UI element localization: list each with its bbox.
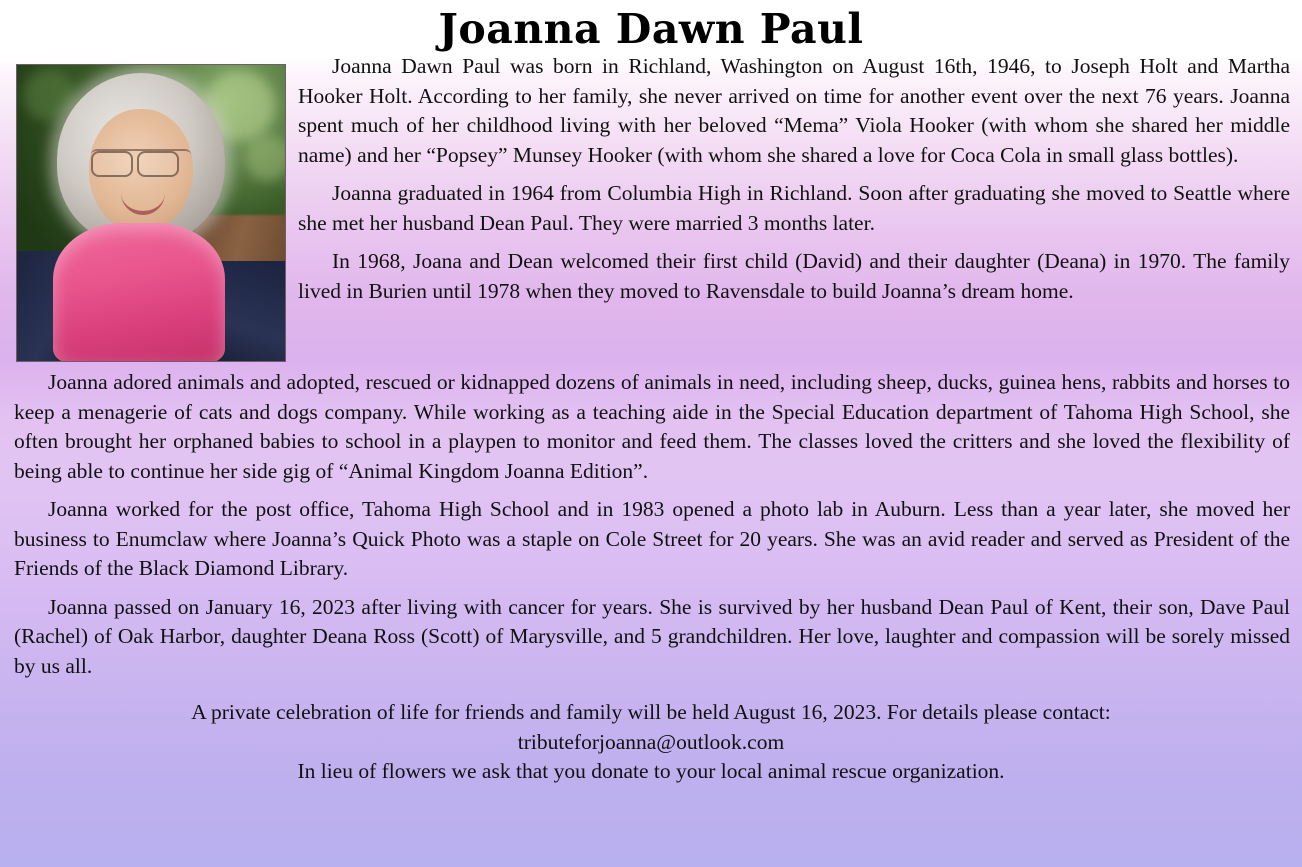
contact-email[interactable]: tributeforjoanna@outlook.com — [517, 729, 785, 754]
paragraph: In 1968, Joana and Dean welcomed their first child (David) and their daughter (Deana) in 1970. The family lived in Burien until 1978 when they moved to Ravensdale to build Joanna’s dream home. — [298, 249, 1290, 303]
paragraph: Joanna Dawn Paul was born in Richland, Washington on August 16th, 1946, to Joseph Holt and Martha Hooker Holt. According to her family, she never arrived on time for another event over the next 76 years. Joanna spent much of her childhood living with her beloved “Mema” Viola Hooker (with whom she shared her middle name) and her “Popsey” Munsey Hooker (with whom she shared a love for Coca Cola in small glass bottles). — [298, 54, 1290, 167]
paragraph: Joanna adored animals and adopted, rescued or kidnapped dozens of animals in need, including sheep, ducks, guinea hens, rabbits and horses to keep a menagerie of cats and dogs company. While working as a teaching aide in the Special Education department of Tahoma High School, she often brought her orphaned babies to school in a playpen to monitor and feed them. The classes loved the critters and she loved the flexibility of being able to continue her side gig of “Animal Kingdom Joanna Edition”. — [14, 370, 1290, 483]
paragraph: Joanna passed on January 16, 2023 after living with cancer for years. She is survived by her husband Dean Paul of Kent, their son, Dave Paul (Rachel) of Oak Harbor, daughter Deana Ross (Scott) of Marysville, and 5 grandchildren. Her love, laughter and compassion will be sorely missed by us all. — [14, 594, 1290, 678]
photo-glasses-lens — [91, 151, 133, 177]
closing-section — [0, 690, 1302, 787]
paragraph: Joanna graduated in 1964 from Columbia High in Richland. Soon after graduating she moved to Seattle where she met her husband Dean Paul. They were married 3 months later. — [298, 181, 1290, 235]
photo-bokeh-light — [23, 69, 75, 121]
obituary-body-bottom — [0, 368, 1302, 681]
intro-section — [0, 52, 1302, 368]
paragraph: Joanna worked for the post office, Tahoma High School and in 1983 opened a photo lab in Auburn. Less than a year later, she moved her business to Enumclaw where Joanna’s Quick Photo was a staple on Cole Street for 20 years. She was an avid reader and served as President of the Friends of the Black Diamond Library. — [14, 497, 1290, 580]
celebration-details: A private celebration of life for friends and family will be held August 16, 2023. For details please contact: — [191, 700, 1111, 724]
photo-bokeh-light — [245, 135, 286, 181]
donation-request: In lieu of flowers we ask that you donate to your local animal rescue organization. — [297, 759, 1005, 783]
photo-scarf — [53, 223, 225, 362]
portrait-photo — [16, 64, 286, 362]
page-title: Joanna Dawn Paul — [438, 5, 864, 53]
photo-glasses-lens — [137, 151, 179, 177]
